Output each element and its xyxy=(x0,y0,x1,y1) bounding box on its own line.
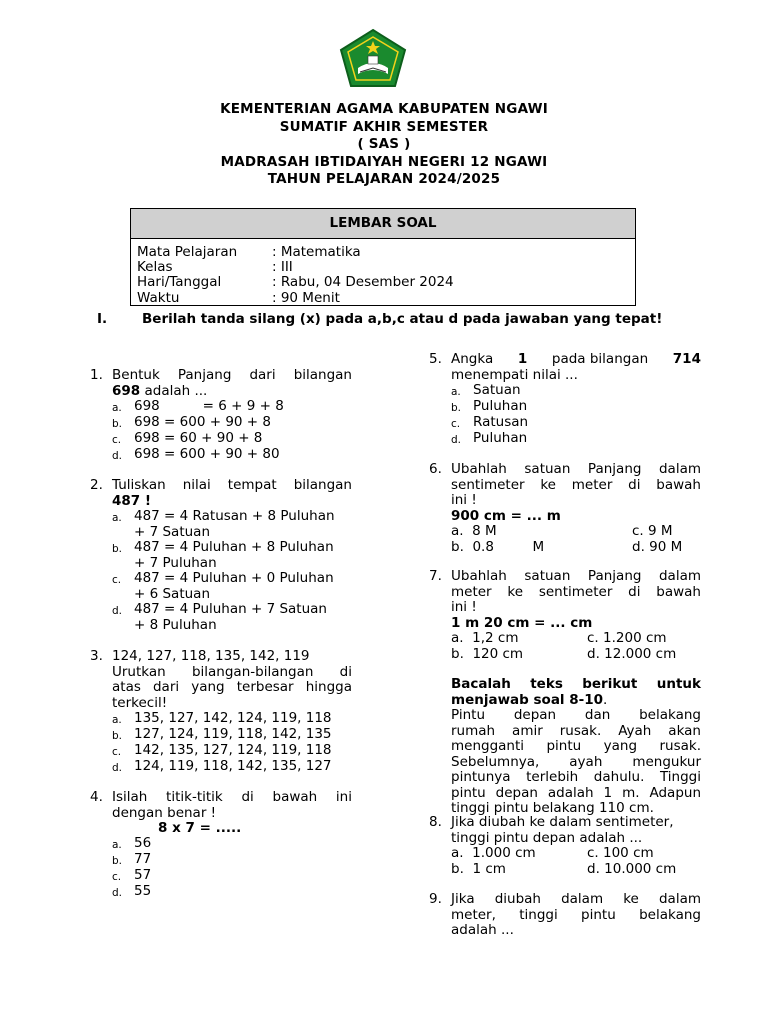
info-row: Mata Pelajaran : Matematika xyxy=(137,244,361,260)
info-box xyxy=(130,208,636,306)
kemenag-logo xyxy=(338,28,408,90)
reading-passage: Bacalah teks berikut untuk menjawab soal 8-10. Pintu depan dan belakang rumah amir rusak. Ayah akan mengganti pintu yang rusak. Sebelumnya, ayah mengukur pintunya terlebih dahulu. Tinggi pintu depan adalah 1 m. Adapun tinggi pintu belakang 110 cm. xyxy=(451,676,701,816)
instruction-text: Berilah tanda silang (x) pada a,b,c atau d pada jawaban yang tepat! xyxy=(142,311,663,327)
instruction-number: I. xyxy=(97,311,108,327)
header-line-5: TAHUN PELAJARAN 2024/2025 xyxy=(267,171,501,187)
header-line-1: KEMENTERIAN AGAMA KABUPATEN NGAWI xyxy=(220,101,548,117)
box-title: LEMBAR SOAL xyxy=(131,209,635,239)
info-row: Waktu : 90 Menit xyxy=(137,289,340,306)
info-row: Kelas : III xyxy=(137,259,293,276)
header-line-2: SUMATIF AKHIR SEMESTER xyxy=(279,118,489,135)
document-header xyxy=(0,101,768,189)
header-line-3: ( SAS ) xyxy=(357,136,411,152)
info-row: Hari/Tanggal : Rabu, 04 Desember 2024 xyxy=(137,274,454,291)
header-line-4: MADRASAH IBTIDAIYAH NEGERI 12 NGAWI xyxy=(220,153,548,170)
